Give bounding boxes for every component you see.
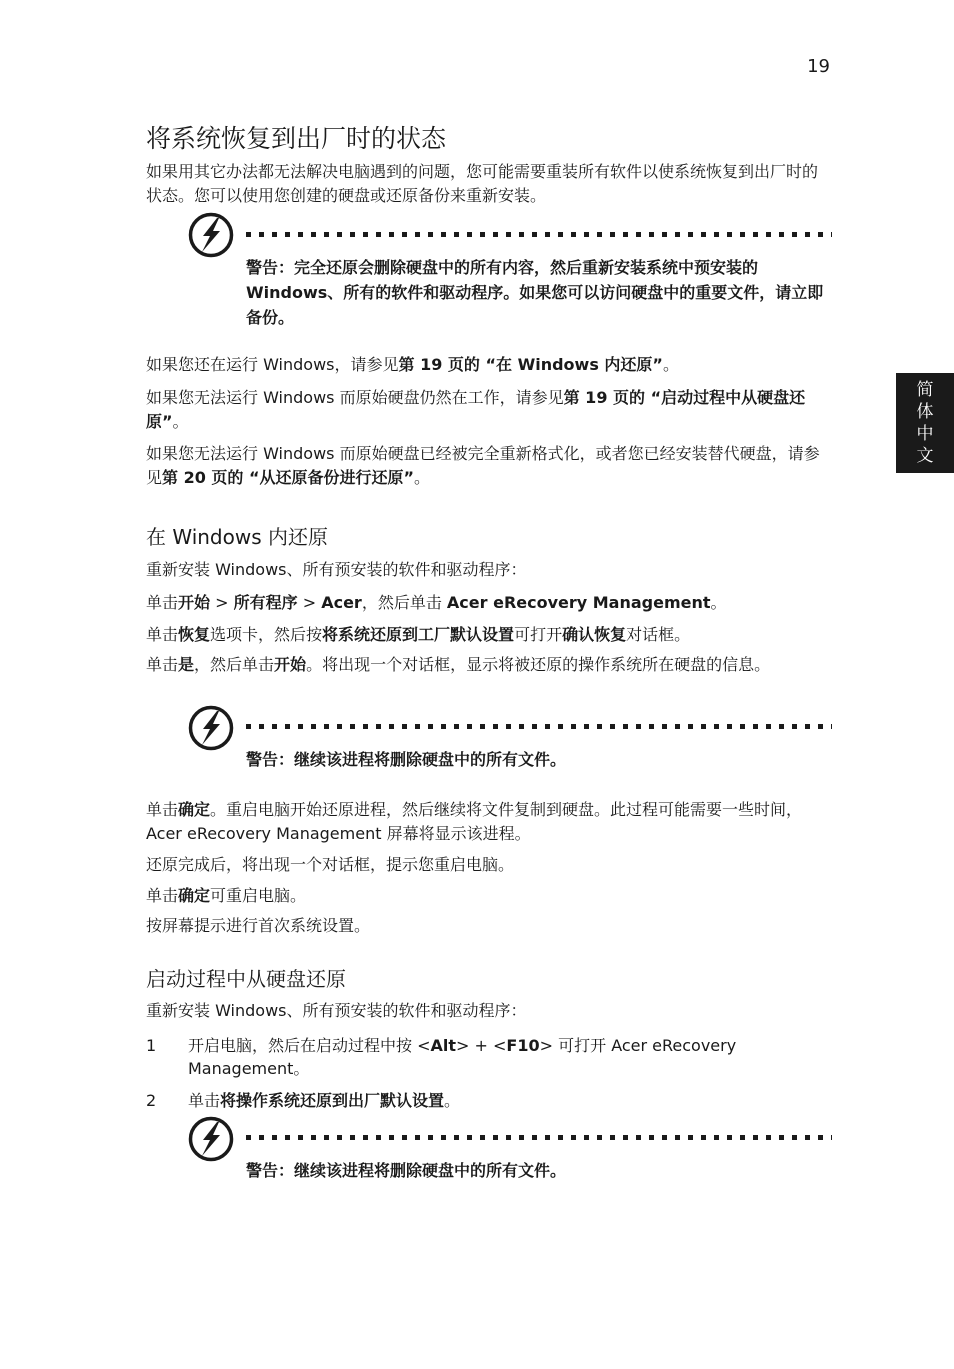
step-number: 2 <box>146 1091 157 1110</box>
warning-text: 警告：完全还原会删除硬盘中的所有内容，然后重新安装系统中预安装的 Windows、所有的软件和驱动程序。如果您可以访问硬盘中的重要文件，请立即备份。 <box>246 258 824 327</box>
cross-reference-link[interactable]: 第 20 页的 “从还原备份进行还原” <box>162 468 415 487</box>
body-paragraph: 重新安装 Windows、所有预安装的软件和驱动程序： <box>146 1001 527 1020</box>
language-tab-char: 中 <box>916 424 934 444</box>
language-tab-char: 体 <box>916 402 934 422</box>
language-tab-char: 简 <box>916 380 934 400</box>
warning-text: 警告：继续该进程将删除硬盘中的所有文件。 <box>246 1161 567 1180</box>
language-tab <box>896 373 954 473</box>
body-paragraph: 单击是，然后单击开始。将出现一个对话框，显示将被还原的操作系统所在硬盘的信息。 <box>146 655 771 674</box>
section-title-restore-in-windows: 在 Windows 内还原 <box>146 525 328 549</box>
body-paragraph: 单击开始 > 所有程序 > Acer，然后单击 Acer eRecovery Management。 <box>146 593 727 612</box>
body-paragraph: 单击确定可重启电脑。 <box>146 886 307 905</box>
warning-lightning-icon <box>188 212 234 258</box>
reference-paragraph: 如果您无法运行 Windows 而原始硬盘已经被完全重新格式化，或者您已经安装替代硬盘，请参见第 20 页的 “从还原备份进行还原”。 <box>146 444 820 487</box>
step-text: 开启电脑，然后在启动过程中按 <Alt> + <F10> 可打开 Acer eRecovery Management。 <box>188 1036 737 1078</box>
body-paragraph: 还原完成后，将出现一个对话框，提示您重启电脑。 <box>146 855 515 874</box>
step-number: 1 <box>146 1036 157 1055</box>
warning-divider <box>246 724 832 729</box>
warning-lightning-icon <box>188 1116 234 1162</box>
cross-reference-link[interactable]: 第 19 页的 “启动过程中从硬盘还原” <box>146 388 806 431</box>
page-number: 19 <box>807 56 830 77</box>
warning-text: 警告：继续该进程将删除硬盘中的所有文件。 <box>246 750 567 769</box>
section-title-factory-restore: 将系统恢复到出厂时的状态 <box>146 124 447 153</box>
body-paragraph: 按屏幕提示进行首次系统设置。 <box>146 916 371 935</box>
body-paragraph: 单击恢复选项卡，然后按将系统还原到工厂默认设置可打开确认恢复对话框。 <box>146 625 691 644</box>
section-title-restore-from-hdd: 启动过程中从硬盘还原 <box>146 967 346 991</box>
step-text: 单击将操作系统还原到出厂默认设置。 <box>188 1091 461 1110</box>
warning-lightning-icon <box>188 705 234 751</box>
warning-divider <box>246 232 832 237</box>
body-paragraph: 单击确定。重启电脑开始还原进程，然后继续将文件复制到硬盘。此过程可能需要一些时间， Acer eRecovery Management 屏幕将显示该进程。 <box>146 800 803 843</box>
cross-reference-link[interactable]: 第 19 页的 “在 Windows 内还原” <box>398 355 663 374</box>
reference-paragraph: 如果您无法运行 Windows 而原始硬盘仍然在工作，请参见第 19 页的 “启动过程中从硬盘还原”。 <box>146 388 806 431</box>
intro-paragraph: 如果用其它办法都无法解决电脑遇到的问题，您可能需要重装所有软件以使系统恢复到出厂时的状态。您可以使用您创建的硬盘或还原备份来重新安装。 <box>146 162 819 205</box>
language-tab-char: 文 <box>916 446 934 466</box>
warning-divider <box>246 1135 832 1140</box>
body-paragraph: 重新安装 Windows、所有预安装的软件和驱动程序： <box>146 560 527 579</box>
reference-paragraph: 如果您还在运行 Windows，请参见第 19 页的 “在 Windows 内还原”。 <box>146 355 679 374</box>
